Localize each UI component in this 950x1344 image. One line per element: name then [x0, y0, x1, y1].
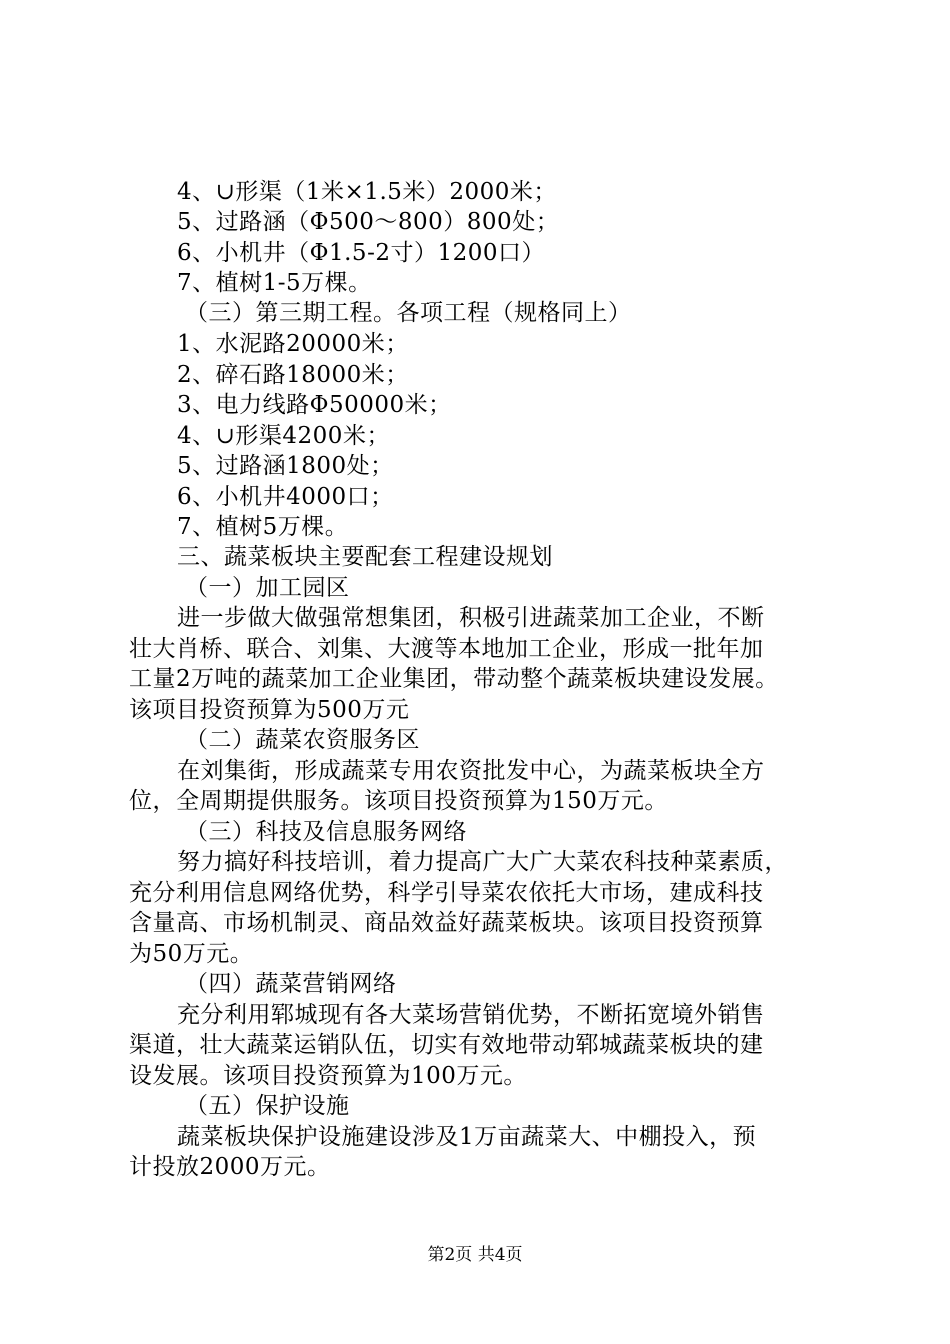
paragraph-line: 含量高、市场机制灵、商品效益好蔬菜板块。该项目投资预算	[129, 910, 764, 936]
paragraph-line: 充分利用信息网络优势，科学引导菜农依托大市场，建成科技	[129, 880, 764, 906]
paragraph-line: 在刘集街，形成蔬菜专用农资批发中心，为蔬菜板块全方	[177, 758, 765, 784]
subsection-heading: （一）加工园区	[185, 575, 350, 601]
text-line: 3、电力线路Φ50000米；	[177, 392, 452, 418]
text-line: 1、水泥路20000米；	[177, 331, 409, 357]
paragraph-line: 渠道，壮大蔬菜运销队伍，切实有效地带动郓城蔬菜板块的建	[129, 1032, 764, 1058]
text-line: 4、∪形渠4200米；	[177, 423, 390, 449]
subsection-heading: （二）蔬菜农资服务区	[185, 727, 420, 753]
text-line: 7、植树5万棵。	[177, 514, 349, 540]
text-line: 5、过路涵（Φ500～800）800处；	[177, 209, 560, 235]
paragraph-line: 设发展。该项目投资预算为100万元。	[129, 1063, 527, 1089]
paragraph-line: 努力搞好科技培训，着力提高广大广大菜农科技种菜素质，	[177, 849, 788, 875]
paragraph-line: 进一步做大做强常想集团，积极引进蔬菜加工企业，不断	[177, 605, 765, 631]
paragraph-line: 壮大肖桥、联合、刘集、大渡等本地加工企业，形成一批年加	[129, 636, 764, 662]
paragraph-line: 位，全周期提供服务。该项目投资预算为150万元。	[129, 788, 668, 814]
paragraph-line: 充分利用郓城现有各大菜场营销优势，不断拓宽境外销售	[177, 1002, 765, 1028]
section-heading: （三）第三期工程。各项工程（规格同上）	[185, 300, 632, 326]
paragraph-line: 该项目投资预算为500万元	[129, 697, 410, 723]
subsection-heading: （五）保护设施	[185, 1093, 350, 1119]
paragraph-line: 蔬菜板块保护设施建设涉及1万亩蔬菜大、中棚投入，预	[177, 1124, 757, 1150]
text-line: 4、∪形渠（1米×1.5米）2000米；	[177, 179, 557, 205]
paragraph-line: 计投放2000万元。	[129, 1154, 331, 1180]
subsection-heading: （三）科技及信息服务网络	[185, 819, 467, 845]
paragraph-line: 为50万元。	[129, 941, 254, 967]
text-line: 2、碎石路18000米；	[177, 362, 409, 388]
page-footer: 第2页 共4页	[427, 1245, 523, 1265]
section-heading: 三、蔬菜板块主要配套工程建设规划	[177, 544, 553, 570]
text-line: 6、小机井4000口；	[177, 484, 394, 510]
text-line: 7、植树1-5万棵。	[177, 270, 372, 296]
text-line: 5、过路涵1800处；	[177, 453, 394, 479]
subsection-heading: （四）蔬菜营销网络	[185, 971, 397, 997]
text-line: 6、小机井（Φ1.5-2寸）1200口）	[177, 240, 546, 266]
paragraph-line: 工量2万吨的蔬菜加工企业集团，带动整个蔬菜板块建设发展。	[129, 666, 779, 692]
